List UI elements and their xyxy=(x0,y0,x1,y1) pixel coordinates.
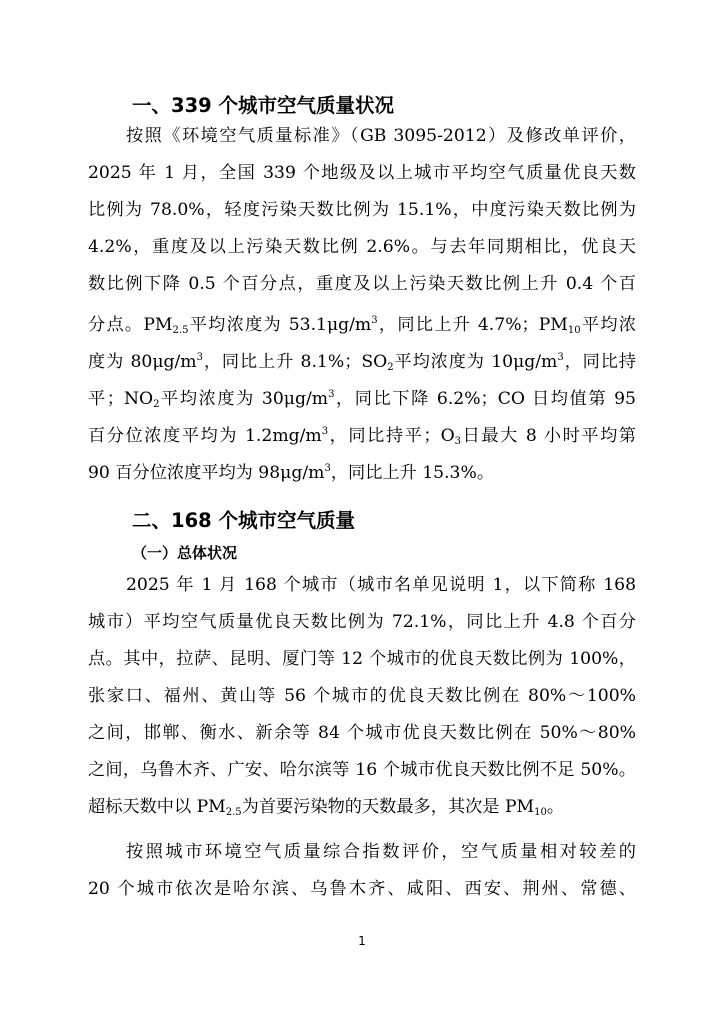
paragraph-line: 比例为 78.0%，轻度污染天数比例为 15.1%，中度污染天数比例为 xyxy=(88,200,636,220)
paragraph-line: 城市）平均空气质量优良天数比例为 72.1%，同比上升 4.8 个百分 xyxy=(88,612,636,632)
paragraph-line: 之间，乌鲁木齐、广安、哈尔滨等 16 个城市优良天数比例不足 50%。 xyxy=(88,760,636,780)
paragraph-line: 度为 $80\mu g/m^3$，同比上升 8.1%；$SO_2$平均浓度为 $10\mu g/m^3$，同比持 xyxy=(88,352,636,373)
paragraph-line: 点。其中，拉萨、昆明、厦门等 12 个城市的优良天数比例为 100%， xyxy=(88,649,636,669)
paragraph-line: 2025 年 1 月，全国 339 个地级及以上城市平均空气质量优良天数 xyxy=(88,163,636,183)
paragraph-line: 按照城市环境空气质量综合指数评价，空气质量相对较差的 xyxy=(126,842,636,862)
paragraph-line: 数比例下降 0.5 个百分点，重度及以上污染天数比例上升 0.4 个百 xyxy=(88,274,636,294)
section2-heading: 二、168 个城市空气质量 xyxy=(132,509,355,532)
paragraph-line: 按照《环境空气质量标准》（GB 3095-2012）及修改单评价， xyxy=(126,126,636,146)
paragraph-line: 之间，邯郸、衡水、新余等 84 个城市优良天数比例在 50%～80% xyxy=(88,723,636,743)
paragraph-line: 分点。$PM_{2.5}$平均浓度为 $53.1\mu g/m^3$，同比上升 4.7%；$PM_{10}$平均浓 xyxy=(88,315,636,336)
section1-heading: 一、339 个城市空气质量状况 xyxy=(132,94,394,117)
section2-subheading: （一）总体状况 xyxy=(132,544,238,562)
paragraph-line: 20 个城市依次是哈尔滨、乌鲁木齐、咸阳、西安、荆州、常德、 xyxy=(88,879,636,899)
paragraph-line: 百分位浓度平均为 $1.2mg/m^3$，同比持平；$O_3$日最大 8 小时平均第 xyxy=(88,426,636,447)
paragraph-line: 4.2%，重度及以上污染天数比例 2.6%。与去年同期相比，优良天 xyxy=(88,237,636,257)
page-number: 1 xyxy=(358,934,366,948)
paragraph-line: 平；$NO_2$平均浓度为 $30\mu g/m^3$，同比下降 6.2%；CO 日均值第 95 xyxy=(88,389,636,410)
paragraph-line: 张家口、福州、黄山等 56 个城市的优良天数比例在 80%～100% xyxy=(88,686,636,706)
paragraph-line: 超标天数中以 $PM_{2.5}$为首要污染物的天数最多，其次是 $PM_{10}$。 xyxy=(88,797,565,818)
paragraph-line: 2025 年 1 月 168 个城市（城市名单见说明 1，以下简称 168 xyxy=(126,575,636,595)
paragraph-line: 90 百分位浓度平均为 $98\mu g/m^3$，同比上升 15.3%。 xyxy=(88,463,495,483)
